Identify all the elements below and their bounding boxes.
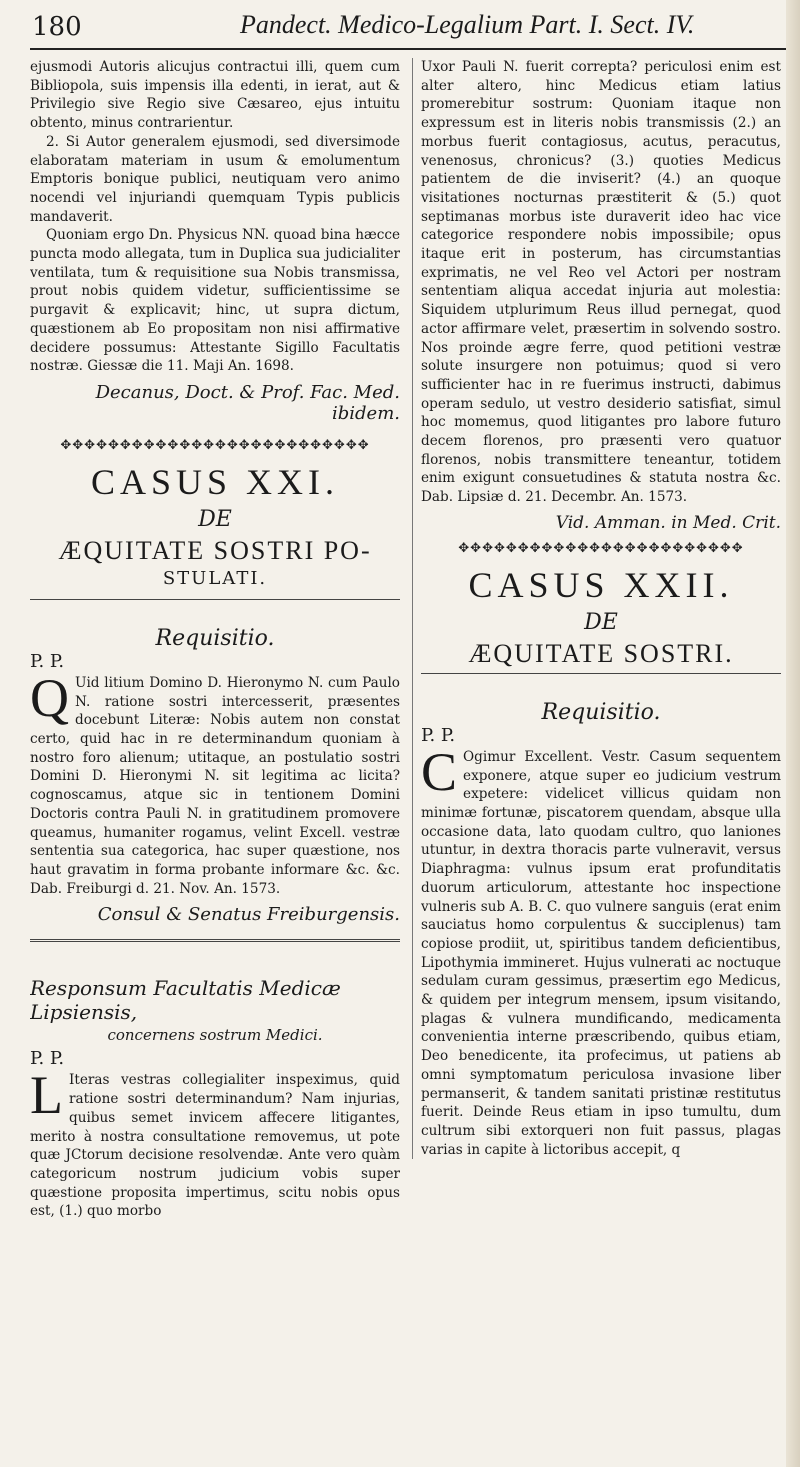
responsum-title: Responsum Facultatis Medicæ Lipsiensis, — [30, 976, 341, 1025]
signature-decanus: Decanus, Doct. & Prof. Fac. Med. ibidem. — [95, 381, 400, 424]
section-rule-2 — [421, 673, 781, 674]
continuation-text: Uxor Pauli N. fuerit correpta? periculosi enim est alter altero, hinc Medicus etiam latius promerebitur sostrum: Quoniam itaque non expressum est in literis nobis transmissis (2.) an morbus fuerit contagiosus, acutus, peracutus, venenosus, chronicus? (3.) quoties Medicus patientem de die inviserit? (4.) an quoque visitationes nocturnas præstiterit & (5.) quot septimanas morbus iste duraverit ideo hac vice categorice respondere nobis impossibile; opus itaque erit in posterum, has circumstantias exprimatis, ne vel Reo vel Actori per nostram sententiam aliqua accedat injuria aut molestia: Siquidem utplurimum Reus illud pernegat, quod actor affirmare velet, præsertim in solvendo sostro. Nos proinde ægre ferre, quod petitioni vestræ solute insurgere non potuimus; quod si vero sufficienter hac in re fuerimus instructi, dabimus operam sedulo, ut vestro desiderio satisfiat, simul hoc momemus, quod litigantes pro labore futuro decem florenos, pro præsenti vero quatuor florenos, nobis transmittere teneantur, totidem enim exigunt consuetudines & statuta nostra &c. Dab. Lipsiæ d. 21. Decembr. An. 1573. — [421, 59, 781, 506]
ornament-divider: ✥✥✥✥✥✥✥✥✥✥✥✥✥✥✥✥✥✥✥✥✥✥✥✥✥✥ — [60, 437, 370, 453]
left-column — [30, 58, 400, 1221]
requisitio-heading: Requisitio. — [155, 625, 275, 651]
page-edge — [786, 0, 800, 1467]
casus-xxii-subject: ÆQUITATE SOSTRI. — [468, 638, 734, 668]
section-rule — [30, 599, 400, 600]
casus-xxi-de: DE — [198, 506, 232, 532]
pp-salutation-3: P. P. — [421, 724, 456, 746]
requisitio-body: Uid litium Domino D. Hieronymo N. cum Paulo N. ratione sostri intercesserit, præsentes docebunt Literæ: Nobis autem non constat certo, quid hac in re determinandum quoniam à nostro foro alienum; utitaque, an postulatio sostri Domini D. Hieronymi N. sit legitima ac licita? cognoscamus, atque sic in tentionem Domini Doctoris contra Pauli N. in gratitudinem promovere queamus, humaniter rogamus, velint Excell. vestræ sententia sua categorica, hac super quæstione, nos haut gravatim in forma probante informare &c. &c. Dab. Freiburgi d. 21. Nov. An. 1573. — [30, 674, 400, 897]
requisitio-heading-2: Requisitio. — [541, 699, 661, 725]
ornament-divider-2: ✥✥✥✥✥✥✥✥✥✥✥✥✥✥✥✥✥✥✥✥✥✥✥✥ — [458, 540, 744, 556]
requisitio-text — [30, 667, 400, 898]
casus-xxi-subject: ÆQUITATE SOSTRI PO- — [58, 535, 372, 565]
requisitio-text-2 — [421, 741, 781, 1159]
casus-xxi-subject-2: STULATI. — [162, 567, 268, 589]
intro-paragraph-1: ejusmodi Autoris alicujus contractui illi, quem cum Bibliopola, suis impensis illa edenti, in ierat, aut & Privilegio sive Regio sive Cæsareo, ejus intuitu obtento, minus contrarientur. — [30, 59, 400, 132]
running-title: Pandect. Medico-Legalium Part. I. Sect. IV. — [240, 10, 695, 39]
drop-cap-l: L — [30, 1065, 63, 1126]
pp-salutation-2: P. P. — [30, 1048, 65, 1070]
page-header — [30, 8, 790, 50]
signature-consul: Consul & Senatus Freiburgensis. — [97, 904, 400, 926]
casus-xxii-title: CASUS XXII. — [468, 564, 734, 605]
right-column — [412, 58, 793, 1159]
drop-cap-q: Q — [30, 667, 69, 728]
responsum-subtitle: concernens sostrum Medici. — [107, 1026, 323, 1045]
casus-xxii-de: DE — [584, 609, 618, 635]
responsum-text — [30, 1065, 400, 1221]
responsum-body: Iteras vestras collegialiter inspeximus, quid ratione sostri determinandum? Nam injurias, quibus semet invicem affecere litigantes, merito à nostra consultatione removemus, ut pote quæ JCtorum decisione resolvendæ. Ante vero quàm categoricum nostrum judicium vobis super quæstione proposita impertimus, scitu nobis opus est, (1.) quo morbo — [30, 1072, 400, 1220]
intro-paragraph-3: Quoniam ergo Dn. Physicus NN. quoad bina hæcce puncta modo allegata, tum in Duplica sua judicialiter ventilata, tum & requisitione sua Nobis transmissa, prout nobis quidem videtur, sufficientissime se purgavit & explicavit; hinc, ut supra dictum, quæstionem ab Eo propositam non nisi affirmative decidere possumus: Attestante Sigillo Facultatis nostræ. Giessæ die 11. Maji An. 1698. — [30, 227, 400, 375]
pp-salutation: P. P. — [30, 650, 65, 672]
intro-paragraph-2: 2. Si Autor generalem ejusmodi, sed diversimode elaboratam materiam in usum & emolumentum Emptoris bonique publici, neutiquam vero animo nocendi vel injuriandi quemquam Typis publicis mandaverit. — [30, 133, 400, 225]
signature-amman: Vid. Amman. in Med. Crit. — [555, 512, 781, 533]
section-rule-double — [30, 939, 400, 942]
casus-xxi-title: CASUS XXI. — [90, 461, 340, 502]
requisitio-body-2: Ogimur Excellent. Vestr. Casum sequentem exponere, atque super eo judicium vestrum expetere: videlicet villicus quidam non minimæ fortunæ, piscatorem quendam, absque ulla occasione data, lato quodam cultro, quo laniones utuntur, in dextra thoracis parte vulneravit, versus Diaphragma: vulnus ipsum erat profunditatis duorum articulorum, attestante hoc inspectione vulneris sub A. B. C. quo vulnere sanguis (erat enim sauciatus homo corpulentus & succiplenus) tam copiose prodiit, ut, spiritibus tandem deficientibus, Lipothymia immineret. Hujus vulnerati ac noctuque sedulam curam gessimus, præsertim ego Medicus, & quidem per integrum mensem, ipsum visitando, plagas & vulnera mundificando, medicamenta convenientia interne præscribendo, quibus etiam, Deo benedicente, ita profecimus, ut patiens ab omni symptomatum periculosa invasione liber permanserit, & tandem sanitati pristinæ restitutus fuerit. Deinde Reus etiam in ipso tumultu, dum cultrum sibi extorqueri non fuit passus, plagas varias in capite à lictoribus accepit, q — [421, 748, 781, 1158]
drop-cap-c: C — [421, 741, 458, 802]
page-number: 180 — [32, 12, 82, 42]
